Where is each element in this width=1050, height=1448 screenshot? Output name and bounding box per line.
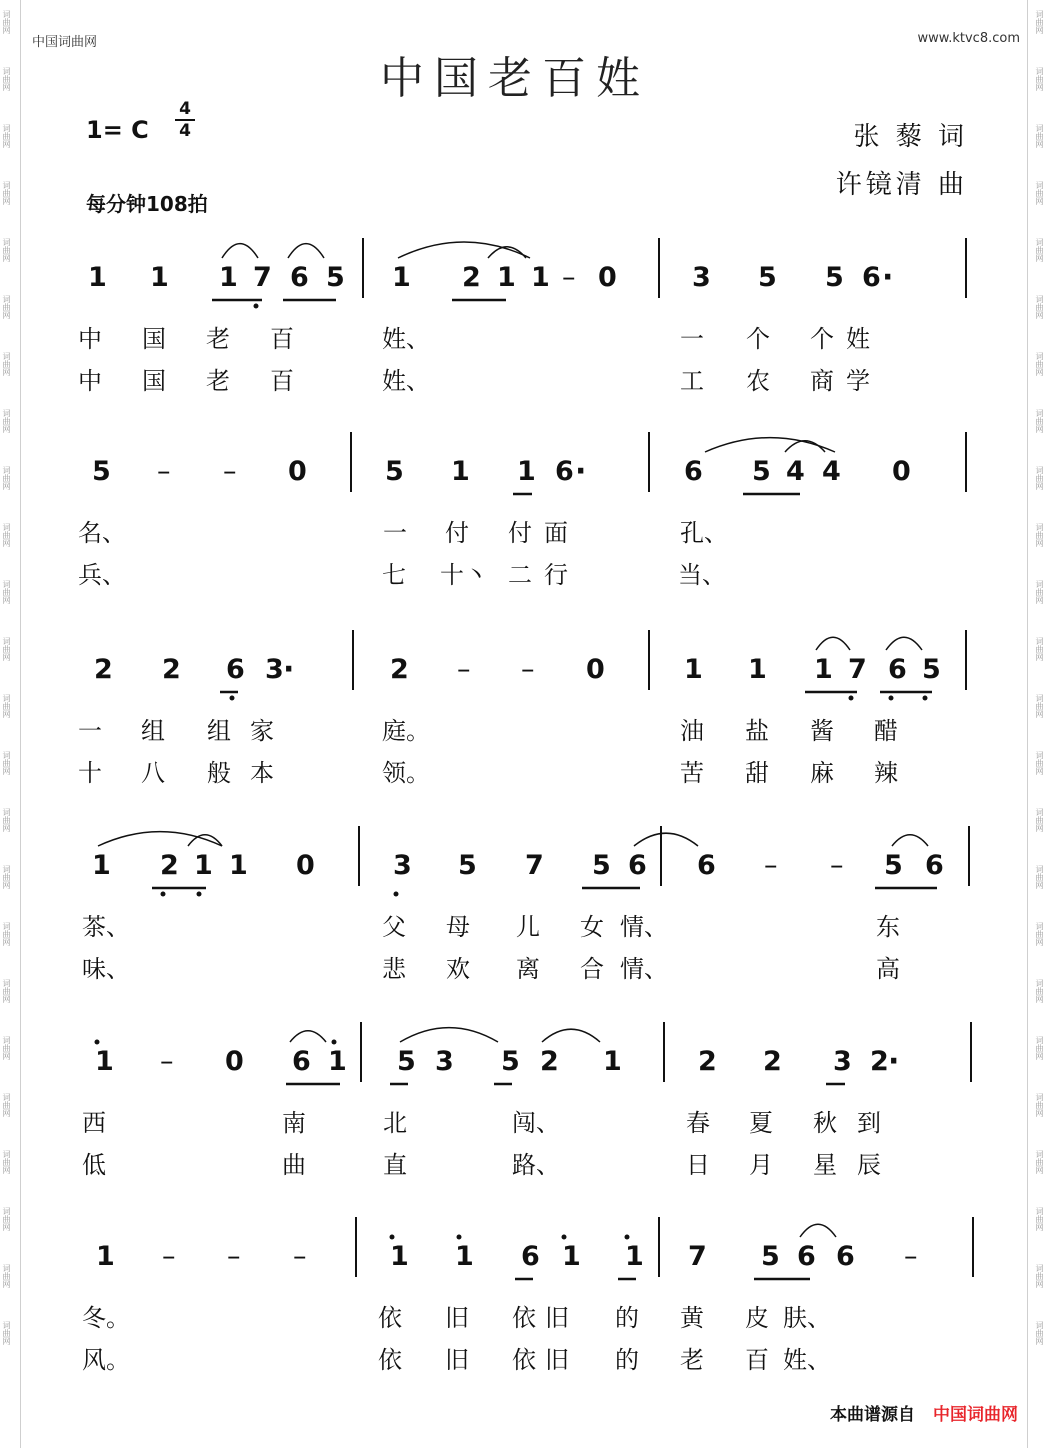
lyric-syllable: 十 bbox=[78, 759, 102, 787]
lyric-syllable: 皮 bbox=[745, 1304, 769, 1332]
lyric-syllable: 面 bbox=[544, 519, 568, 547]
lyric-syllable: 北 bbox=[383, 1109, 407, 1137]
jianpu-note: – bbox=[764, 850, 778, 881]
watermark-glyph: 词曲网 bbox=[2, 67, 11, 91]
slur bbox=[398, 242, 530, 258]
lyric-syllable: 名、 bbox=[78, 519, 126, 547]
octave-dot bbox=[230, 696, 235, 701]
lyric-syllable: 姓、 bbox=[783, 1346, 831, 1374]
jianpu-note: 6 bbox=[292, 1046, 311, 1077]
tempo-marking: 每分钟108拍 bbox=[86, 192, 208, 216]
jianpu-note: 2 bbox=[540, 1046, 559, 1077]
lyric-syllable: 风。 bbox=[82, 1346, 130, 1374]
jianpu-note: – bbox=[521, 654, 535, 685]
lyric-syllable: 低 bbox=[82, 1151, 106, 1179]
lyric-syllable: 庭。 bbox=[382, 717, 430, 745]
jianpu-note: 3 bbox=[692, 262, 711, 293]
octave-dot bbox=[390, 1235, 395, 1240]
jianpu-note: 1 bbox=[95, 1046, 114, 1077]
octave-dot bbox=[625, 1235, 630, 1240]
octave-dot bbox=[95, 1040, 100, 1045]
jianpu-note: 1 bbox=[88, 262, 107, 293]
watermark-glyph: 词曲网 bbox=[2, 637, 11, 661]
lyric-syllable: 依 bbox=[512, 1304, 536, 1332]
jianpu-note: 1 bbox=[392, 262, 411, 293]
watermark-glyph: 词曲网 bbox=[1035, 1150, 1044, 1174]
jianpu-note: 5 bbox=[501, 1046, 520, 1077]
jianpu-note: 4 bbox=[822, 456, 841, 487]
lyric-syllable: 付 bbox=[508, 519, 532, 547]
jianpu-note: 1 bbox=[497, 262, 516, 293]
footer-source bbox=[830, 1400, 1018, 1425]
lyric-syllable: 个 bbox=[810, 325, 834, 353]
jianpu-note: 1 bbox=[92, 850, 111, 881]
jianpu-note: 5 bbox=[326, 262, 345, 293]
watermark-glyph: 词曲网 bbox=[1035, 694, 1044, 718]
composer-credit: 许镜清 曲 bbox=[835, 170, 968, 200]
lyric-syllable: 组 bbox=[141, 717, 165, 745]
jianpu-note: 1 bbox=[328, 1046, 347, 1077]
lyric-syllable: 旧 bbox=[445, 1346, 469, 1374]
lyric-syllable: 曲 bbox=[282, 1151, 306, 1179]
jianpu-note: 5 bbox=[385, 456, 404, 487]
lyric-syllable: 直 bbox=[383, 1151, 407, 1179]
jianpu-note: 1 bbox=[684, 654, 703, 685]
watermark-glyph: 词曲网 bbox=[2, 865, 11, 889]
lyric-syllable: 领。 bbox=[382, 759, 430, 787]
jianpu-note: 6 bbox=[290, 262, 309, 293]
jianpu-note: 1 bbox=[562, 1241, 581, 1272]
lyric-syllable: 八 bbox=[141, 759, 165, 787]
jianpu-note: – bbox=[157, 456, 171, 487]
lyric-syllable: 般 bbox=[207, 759, 231, 787]
lyric-syllable: 本 bbox=[250, 759, 274, 787]
jianpu-note: 0 bbox=[296, 850, 315, 881]
footer-source-site: 中国词曲网 bbox=[933, 1405, 1018, 1425]
jianpu-note: 7 bbox=[848, 654, 867, 685]
lyric-syllable: 苦 bbox=[680, 759, 704, 787]
watermark-glyph: 词曲网 bbox=[1035, 295, 1044, 319]
jianpu-note: 2 bbox=[698, 1046, 717, 1077]
jianpu-note: 1 bbox=[150, 262, 169, 293]
jianpu-note: 0 bbox=[586, 654, 605, 685]
lyric-syllable: 冬。 bbox=[82, 1304, 130, 1332]
lyric-syllable: 夏 bbox=[749, 1109, 773, 1137]
jianpu-note: – bbox=[904, 1241, 918, 1272]
jianpu-note: · bbox=[283, 652, 295, 687]
watermark-glyph: 词曲网 bbox=[1035, 1321, 1044, 1345]
jianpu-note: 2 bbox=[462, 262, 481, 293]
watermark-glyph: 词曲网 bbox=[1035, 808, 1044, 832]
octave-dot bbox=[889, 696, 894, 701]
watermark-glyph: 词曲网 bbox=[2, 808, 11, 832]
watermark-glyph: 词曲网 bbox=[2, 1207, 11, 1231]
lyric-syllable: 姓 bbox=[846, 325, 870, 353]
lyric-syllable: 母 bbox=[446, 913, 470, 941]
watermark-glyph: 词曲网 bbox=[1035, 352, 1044, 376]
watermark-glyph: 词曲网 bbox=[2, 352, 11, 376]
jianpu-note: 1 bbox=[748, 654, 767, 685]
lyric-syllable: 西 bbox=[82, 1109, 106, 1137]
watermark-glyph: 词曲网 bbox=[1035, 1093, 1044, 1117]
lyric-syllable: 辰 bbox=[857, 1151, 881, 1179]
lyric-syllable: 依 bbox=[378, 1304, 402, 1332]
lyric-syllable: 依 bbox=[512, 1346, 536, 1374]
watermark-glyph: 词曲网 bbox=[1035, 865, 1044, 889]
watermark-glyph: 词曲网 bbox=[2, 238, 11, 262]
slur bbox=[800, 1224, 836, 1237]
lyricist-credit: 张 藜 词 bbox=[853, 122, 968, 152]
jianpu-note: 2 bbox=[390, 654, 409, 685]
jianpu-note: 1 bbox=[455, 1241, 474, 1272]
jianpu-note: 6 bbox=[888, 654, 907, 685]
jianpu-note: – bbox=[293, 1241, 307, 1272]
octave-dot bbox=[161, 892, 166, 897]
jianpu-note: 7 bbox=[688, 1241, 707, 1272]
watermark-glyph: 词曲网 bbox=[2, 1264, 11, 1288]
lyric-syllable: 离 bbox=[516, 955, 540, 983]
watermark-glyph: 词曲网 bbox=[1035, 979, 1044, 1003]
watermark-glyph: 词曲网 bbox=[1035, 637, 1044, 661]
lyric-syllable: 老 bbox=[206, 367, 230, 395]
lyric-syllable: 旧 bbox=[445, 1304, 469, 1332]
watermark-glyph: 词曲网 bbox=[2, 694, 11, 718]
lyric-syllable: 日 bbox=[686, 1151, 710, 1179]
lyric-syllable: 油 bbox=[680, 717, 704, 745]
lyric-syllable: 的 bbox=[615, 1304, 639, 1332]
jianpu-note: 6 bbox=[697, 850, 716, 881]
lyric-syllable: 国 bbox=[142, 367, 166, 395]
lyric-syllable: 学 bbox=[846, 367, 870, 395]
jianpu-note: 2 bbox=[94, 654, 113, 685]
lyric-syllable: 百 bbox=[270, 367, 294, 395]
lyric-syllable: 酱 bbox=[810, 717, 834, 745]
lyric-syllable: 醋 bbox=[874, 717, 898, 745]
lyric-syllable: 黄 bbox=[680, 1304, 704, 1332]
slur bbox=[222, 244, 258, 258]
octave-dot bbox=[457, 1235, 462, 1240]
watermark-glyph: 词曲网 bbox=[1035, 10, 1044, 34]
lyric-syllable: 百 bbox=[745, 1346, 769, 1374]
slur bbox=[816, 637, 850, 650]
jianpu-note: 5 bbox=[92, 456, 111, 487]
watermark-glyph: 词曲网 bbox=[2, 1036, 11, 1060]
lyric-syllable: 一 bbox=[383, 519, 407, 547]
watermark-glyph: 词曲网 bbox=[2, 523, 11, 547]
jianpu-note: 1 bbox=[390, 1241, 409, 1272]
lyric-syllable: 路、 bbox=[512, 1151, 560, 1179]
slur bbox=[290, 1031, 326, 1042]
jianpu-note: 1 bbox=[451, 456, 470, 487]
jianpu-note: 6 bbox=[684, 456, 703, 487]
watermark-glyph: 词曲网 bbox=[1035, 124, 1044, 148]
watermark-glyph: 词曲网 bbox=[1035, 580, 1044, 604]
slur bbox=[886, 637, 922, 650]
lyric-syllable: 国 bbox=[142, 325, 166, 353]
lyric-syllable: 月 bbox=[749, 1151, 773, 1179]
jianpu-note: 6 bbox=[797, 1241, 816, 1272]
lyric-syllable: 旧 bbox=[545, 1304, 569, 1332]
lyric-syllable: 农 bbox=[746, 367, 770, 395]
jianpu-note: 5 bbox=[761, 1241, 780, 1272]
octave-dot bbox=[197, 892, 202, 897]
octave-dot bbox=[332, 1040, 337, 1045]
lyric-syllable: 春 bbox=[686, 1109, 710, 1137]
lyric-syllable: 付 bbox=[445, 519, 469, 547]
jianpu-note: 5 bbox=[592, 850, 611, 881]
jianpu-note: – bbox=[457, 654, 471, 685]
jianpu-note: 6 bbox=[555, 456, 574, 487]
song-title: 中国老百姓 bbox=[380, 53, 650, 104]
lyric-syllable: 茶、 bbox=[82, 913, 130, 941]
jianpu-note: 6 bbox=[226, 654, 245, 685]
lyric-syllable: 十丶 bbox=[440, 561, 488, 589]
jianpu-note: 0 bbox=[225, 1046, 244, 1077]
lyric-syllable: 中 bbox=[78, 325, 102, 353]
header-site-url: www.ktvc8.com bbox=[917, 31, 1020, 46]
lyric-syllable: 家 bbox=[250, 717, 274, 745]
jianpu-note: 6 bbox=[925, 850, 944, 881]
octave-dot bbox=[254, 304, 259, 309]
jianpu-note: – bbox=[562, 262, 576, 293]
footer-source-label: 本曲谱源自 bbox=[830, 1405, 915, 1425]
watermark-glyph: 词曲网 bbox=[2, 1150, 11, 1174]
watermark-glyph: 词曲网 bbox=[1035, 751, 1044, 775]
key-signature: 1= C bbox=[86, 116, 149, 144]
jianpu-note: 1 bbox=[194, 850, 213, 881]
lyric-syllable: 中 bbox=[78, 367, 102, 395]
lyric-syllable: 盐 bbox=[745, 717, 769, 745]
jianpu-note: – bbox=[160, 1046, 174, 1077]
lyric-syllable: 老 bbox=[680, 1346, 704, 1374]
watermark-glyph: 词曲网 bbox=[1035, 1036, 1044, 1060]
lyric-syllable: 到 bbox=[857, 1109, 881, 1137]
jianpu-note: 2 bbox=[162, 654, 181, 685]
watermark-glyph: 词曲网 bbox=[1035, 409, 1044, 433]
lyric-syllable: 合 bbox=[580, 955, 604, 983]
jianpu-note: 2 bbox=[160, 850, 179, 881]
slur bbox=[400, 1028, 498, 1042]
lyric-syllable: 女 bbox=[580, 913, 604, 941]
lyric-syllable: 麻 bbox=[810, 759, 834, 787]
lyric-syllable: 姓、 bbox=[382, 367, 430, 395]
jianpu-note: 2 bbox=[870, 1046, 889, 1077]
octave-dot bbox=[562, 1235, 567, 1240]
lyric-syllable: 行 bbox=[544, 561, 568, 589]
watermark-glyph: 词曲网 bbox=[2, 10, 11, 34]
lyric-syllable: 的 bbox=[615, 1346, 639, 1374]
jianpu-note: 5 bbox=[825, 262, 844, 293]
lyric-syllable: 旧 bbox=[545, 1346, 569, 1374]
watermark-glyph: 词曲网 bbox=[2, 1093, 11, 1117]
jianpu-note: 6 bbox=[836, 1241, 855, 1272]
jianpu-note: – bbox=[830, 850, 844, 881]
lyric-syllable: 闯、 bbox=[512, 1109, 560, 1137]
slur bbox=[705, 438, 835, 452]
lyric-syllable: 工 bbox=[680, 367, 704, 395]
jianpu-note: 5 bbox=[458, 850, 477, 881]
lyric-syllable: 情、 bbox=[620, 913, 668, 941]
jianpu-note: 0 bbox=[892, 456, 911, 487]
jianpu-note: 5 bbox=[758, 262, 777, 293]
lyric-syllable: 儿 bbox=[516, 913, 540, 941]
jianpu-note: 3 bbox=[393, 850, 412, 881]
lyric-syllable: 东 bbox=[876, 913, 900, 941]
watermark-glyph: 词曲网 bbox=[1035, 238, 1044, 262]
slur bbox=[892, 835, 928, 846]
slur bbox=[542, 1029, 600, 1042]
watermark-glyph: 词曲网 bbox=[2, 409, 11, 433]
lyric-syllable: 个 bbox=[746, 325, 770, 353]
watermark-glyph: 词曲网 bbox=[1035, 1207, 1044, 1231]
watermark-glyph: 词曲网 bbox=[1035, 181, 1044, 205]
lyric-syllable: 组 bbox=[207, 717, 231, 745]
jianpu-note: 3 bbox=[435, 1046, 454, 1077]
jianpu-note: 2 bbox=[763, 1046, 782, 1077]
watermark-glyph: 词曲网 bbox=[2, 979, 11, 1003]
lyric-syllable: 甜 bbox=[745, 759, 769, 787]
lyric-syllable: 依 bbox=[378, 1346, 402, 1374]
jianpu-note: · bbox=[575, 454, 587, 489]
jianpu-note: 1 bbox=[219, 262, 238, 293]
jianpu-note: 1 bbox=[625, 1241, 644, 1272]
header-site-name: 中国词曲网 bbox=[32, 35, 98, 50]
jianpu-note: 0 bbox=[598, 262, 617, 293]
time-signature-bottom: 4 bbox=[179, 121, 191, 141]
watermark-glyph: 词曲网 bbox=[2, 751, 11, 775]
lyric-syllable: 味、 bbox=[82, 955, 130, 983]
jianpu-note: 7 bbox=[525, 850, 544, 881]
jianpu-note: 7 bbox=[253, 262, 272, 293]
lyric-syllable: 一 bbox=[680, 325, 704, 353]
jianpu-note: 1 bbox=[517, 456, 536, 487]
jianpu-note: 6 bbox=[628, 850, 647, 881]
jianpu-note: 1 bbox=[531, 262, 550, 293]
watermark-glyph: 词曲网 bbox=[1035, 523, 1044, 547]
watermark-glyph: 词曲网 bbox=[2, 580, 11, 604]
jianpu-note: · bbox=[888, 1044, 900, 1079]
watermark-glyph: 词曲网 bbox=[2, 922, 11, 946]
jianpu-note: 3 bbox=[265, 654, 284, 685]
watermark-glyph: 词曲网 bbox=[2, 1321, 11, 1345]
jianpu-note: 6 bbox=[862, 262, 881, 293]
jianpu-note: 5 bbox=[397, 1046, 416, 1077]
lyric-syllable: 肤、 bbox=[783, 1304, 831, 1332]
watermark-glyph: 词曲网 bbox=[2, 124, 11, 148]
octave-dot bbox=[923, 696, 928, 701]
jianpu-note: 6 bbox=[521, 1241, 540, 1272]
lyric-syllable: 姓、 bbox=[382, 325, 430, 353]
jianpu-note: 1 bbox=[229, 850, 248, 881]
watermark-glyph: 词曲网 bbox=[1035, 1264, 1044, 1288]
lyric-syllable: 高 bbox=[876, 955, 900, 983]
lyric-syllable: 一 bbox=[78, 717, 102, 745]
watermark-glyph: 词曲网 bbox=[2, 295, 11, 319]
jianpu-note: 3 bbox=[833, 1046, 852, 1077]
jianpu-note: 5 bbox=[884, 850, 903, 881]
jianpu-note: 4 bbox=[786, 456, 805, 487]
slur bbox=[288, 244, 324, 258]
lyric-syllable: 欢 bbox=[446, 955, 470, 983]
jianpu-note: · bbox=[882, 260, 894, 295]
slur bbox=[634, 833, 698, 846]
watermark-glyph: 词曲网 bbox=[1035, 67, 1044, 91]
watermark-glyph: 词曲网 bbox=[2, 181, 11, 205]
lyric-syllable: 星 bbox=[813, 1151, 837, 1179]
jianpu-note: 1 bbox=[814, 654, 833, 685]
lyric-syllable: 南 bbox=[282, 1109, 306, 1137]
lyric-syllable: 父 bbox=[382, 913, 406, 941]
octave-dot bbox=[394, 892, 399, 897]
jianpu-note: 0 bbox=[288, 456, 307, 487]
octave-dot bbox=[849, 696, 854, 701]
lyric-syllable: 辣 bbox=[874, 759, 898, 787]
lyric-syllable: 孔、 bbox=[680, 519, 728, 547]
lyric-syllable: 兵、 bbox=[78, 561, 126, 589]
lyric-syllable: 悲 bbox=[382, 955, 406, 983]
lyric-syllable: 二 bbox=[508, 561, 532, 589]
jianpu-note: 1 bbox=[96, 1241, 115, 1272]
slur bbox=[98, 832, 222, 846]
lyric-syllable: 七 bbox=[382, 561, 406, 589]
lyric-syllable: 当、 bbox=[678, 561, 726, 589]
jianpu-note: 1 bbox=[603, 1046, 622, 1077]
jianpu-note: – bbox=[227, 1241, 241, 1272]
lyric-syllable: 商 bbox=[810, 367, 834, 395]
jianpu-note: 5 bbox=[922, 654, 941, 685]
watermark-glyph: 词曲网 bbox=[1035, 922, 1044, 946]
jianpu-note: 5 bbox=[752, 456, 771, 487]
time-signature-top: 4 bbox=[179, 99, 191, 119]
jianpu-note: – bbox=[162, 1241, 176, 1272]
lyric-syllable: 老 bbox=[206, 325, 230, 353]
lyric-syllable: 百 bbox=[270, 325, 294, 353]
watermark-glyph: 词曲网 bbox=[2, 466, 11, 490]
jianpu-note: – bbox=[223, 456, 237, 487]
lyric-syllable: 情、 bbox=[620, 955, 668, 983]
watermark-glyph: 词曲网 bbox=[1035, 466, 1044, 490]
lyric-syllable: 秋 bbox=[813, 1109, 837, 1137]
